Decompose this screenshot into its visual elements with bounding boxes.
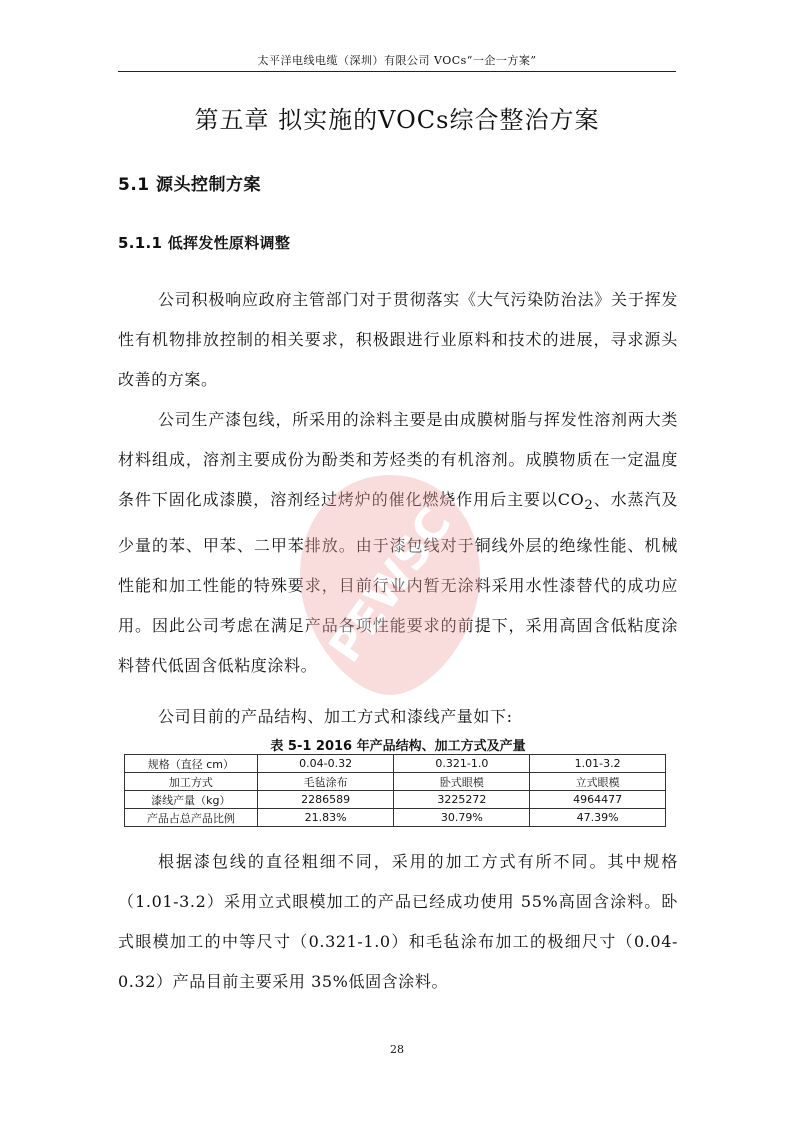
table-cell-label: 规格（直径 cm） — [125, 755, 258, 773]
table-cell: 卧式眼模 — [394, 773, 530, 791]
section-heading: 5.1 源头控制方案 — [118, 175, 262, 195]
paragraph-text-part: 、水蒸汽及少量的苯、甲苯、二甲苯排放。由于漆包线对于铜线外层的绝缘性能、机械性能和加工性能的特殊要求，目前行业内暂无涂料采用水性漆替代的成功应用。因此公司考虑在满足产品各项性能要求的前提下，采用高固含低粘度涂料替代低固含低粘度涂料。 — [118, 490, 678, 676]
paragraph-text-part: 公司生产漆包线，所采用的涂料主要是由成膜树脂与挥发性溶剂两大类材料组成，溶剂主要成份为酚类和芳烃类的有机溶剂。成膜物质在一定温度条件下固化成漆膜，溶剂经过烤炉的催化燃烧作用后主要以CO — [118, 410, 678, 509]
table-row — [125, 773, 666, 791]
product-structure-table — [124, 754, 666, 827]
paragraph-processing-notes: 根据漆包线的直径粗细不同，采用的加工方式有所不同。其中规格（1.01-3.2）采用立式眼模加工的产品已经成功使用 55%高固含涂料。卧式眼模加工的中等尺寸（0.321-1.0）和毛毡涂布加工的极细尺寸（0.04-0.32）产品目前主要采用 35%低固含涂料。 — [118, 852, 678, 991]
table-cell-label: 产品占总产品比例 — [125, 809, 258, 827]
table-row — [125, 755, 666, 773]
table-cell: 47.39% — [530, 809, 666, 827]
table-cell: 立式眼模 — [530, 773, 666, 791]
paragraph-intro: 公司积极响应政府主管部门对于贯彻落实《大气污染防治法》关于挥发性有机物排放控制的相关要求，积极跟进行业原料和技术的进展，寻求源头改善的方案。 — [118, 290, 678, 389]
table-cell: 0.04-0.32 — [257, 755, 394, 773]
table-caption: 表 5-1 2016 年产品结构、加工方式及产量 — [270, 739, 526, 754]
page-number: 28 — [390, 1043, 404, 1056]
paragraph-coating-composition — [118, 400, 678, 686]
table-cell: 4964477 — [530, 791, 666, 809]
table-cell-label: 漆线产量（kg） — [125, 791, 258, 809]
table-cell: 30.79% — [394, 809, 530, 827]
table-cell: 21.83% — [257, 809, 394, 827]
header-divider — [118, 71, 676, 72]
table-cell: 毛毡涂布 — [257, 773, 394, 791]
page-header: 太平洋电线电缆（深圳）有限公司 VOCs“一企一方案” — [257, 54, 537, 67]
table-cell: 0.321-1.0 — [394, 755, 530, 773]
paragraph-table-intro: 公司目前的产品结构、加工方式和漆线产量如下: — [158, 707, 513, 726]
subsection-heading: 5.1.1 低挥发性原料调整 — [118, 234, 291, 252]
table-cell: 2286589 — [257, 791, 394, 809]
table-cell-label: 加工方式 — [125, 773, 258, 791]
chapter-title: 第五章 拟实施的VOCs综合整治方案 — [194, 106, 600, 134]
table-cell: 3225272 — [394, 791, 530, 809]
table-row — [125, 791, 666, 809]
table-row — [125, 809, 666, 827]
table-cell: 1.01-3.2 — [530, 755, 666, 773]
subscript-2: 2 — [584, 498, 594, 514]
watermark-text: PEWSC — [319, 499, 462, 672]
